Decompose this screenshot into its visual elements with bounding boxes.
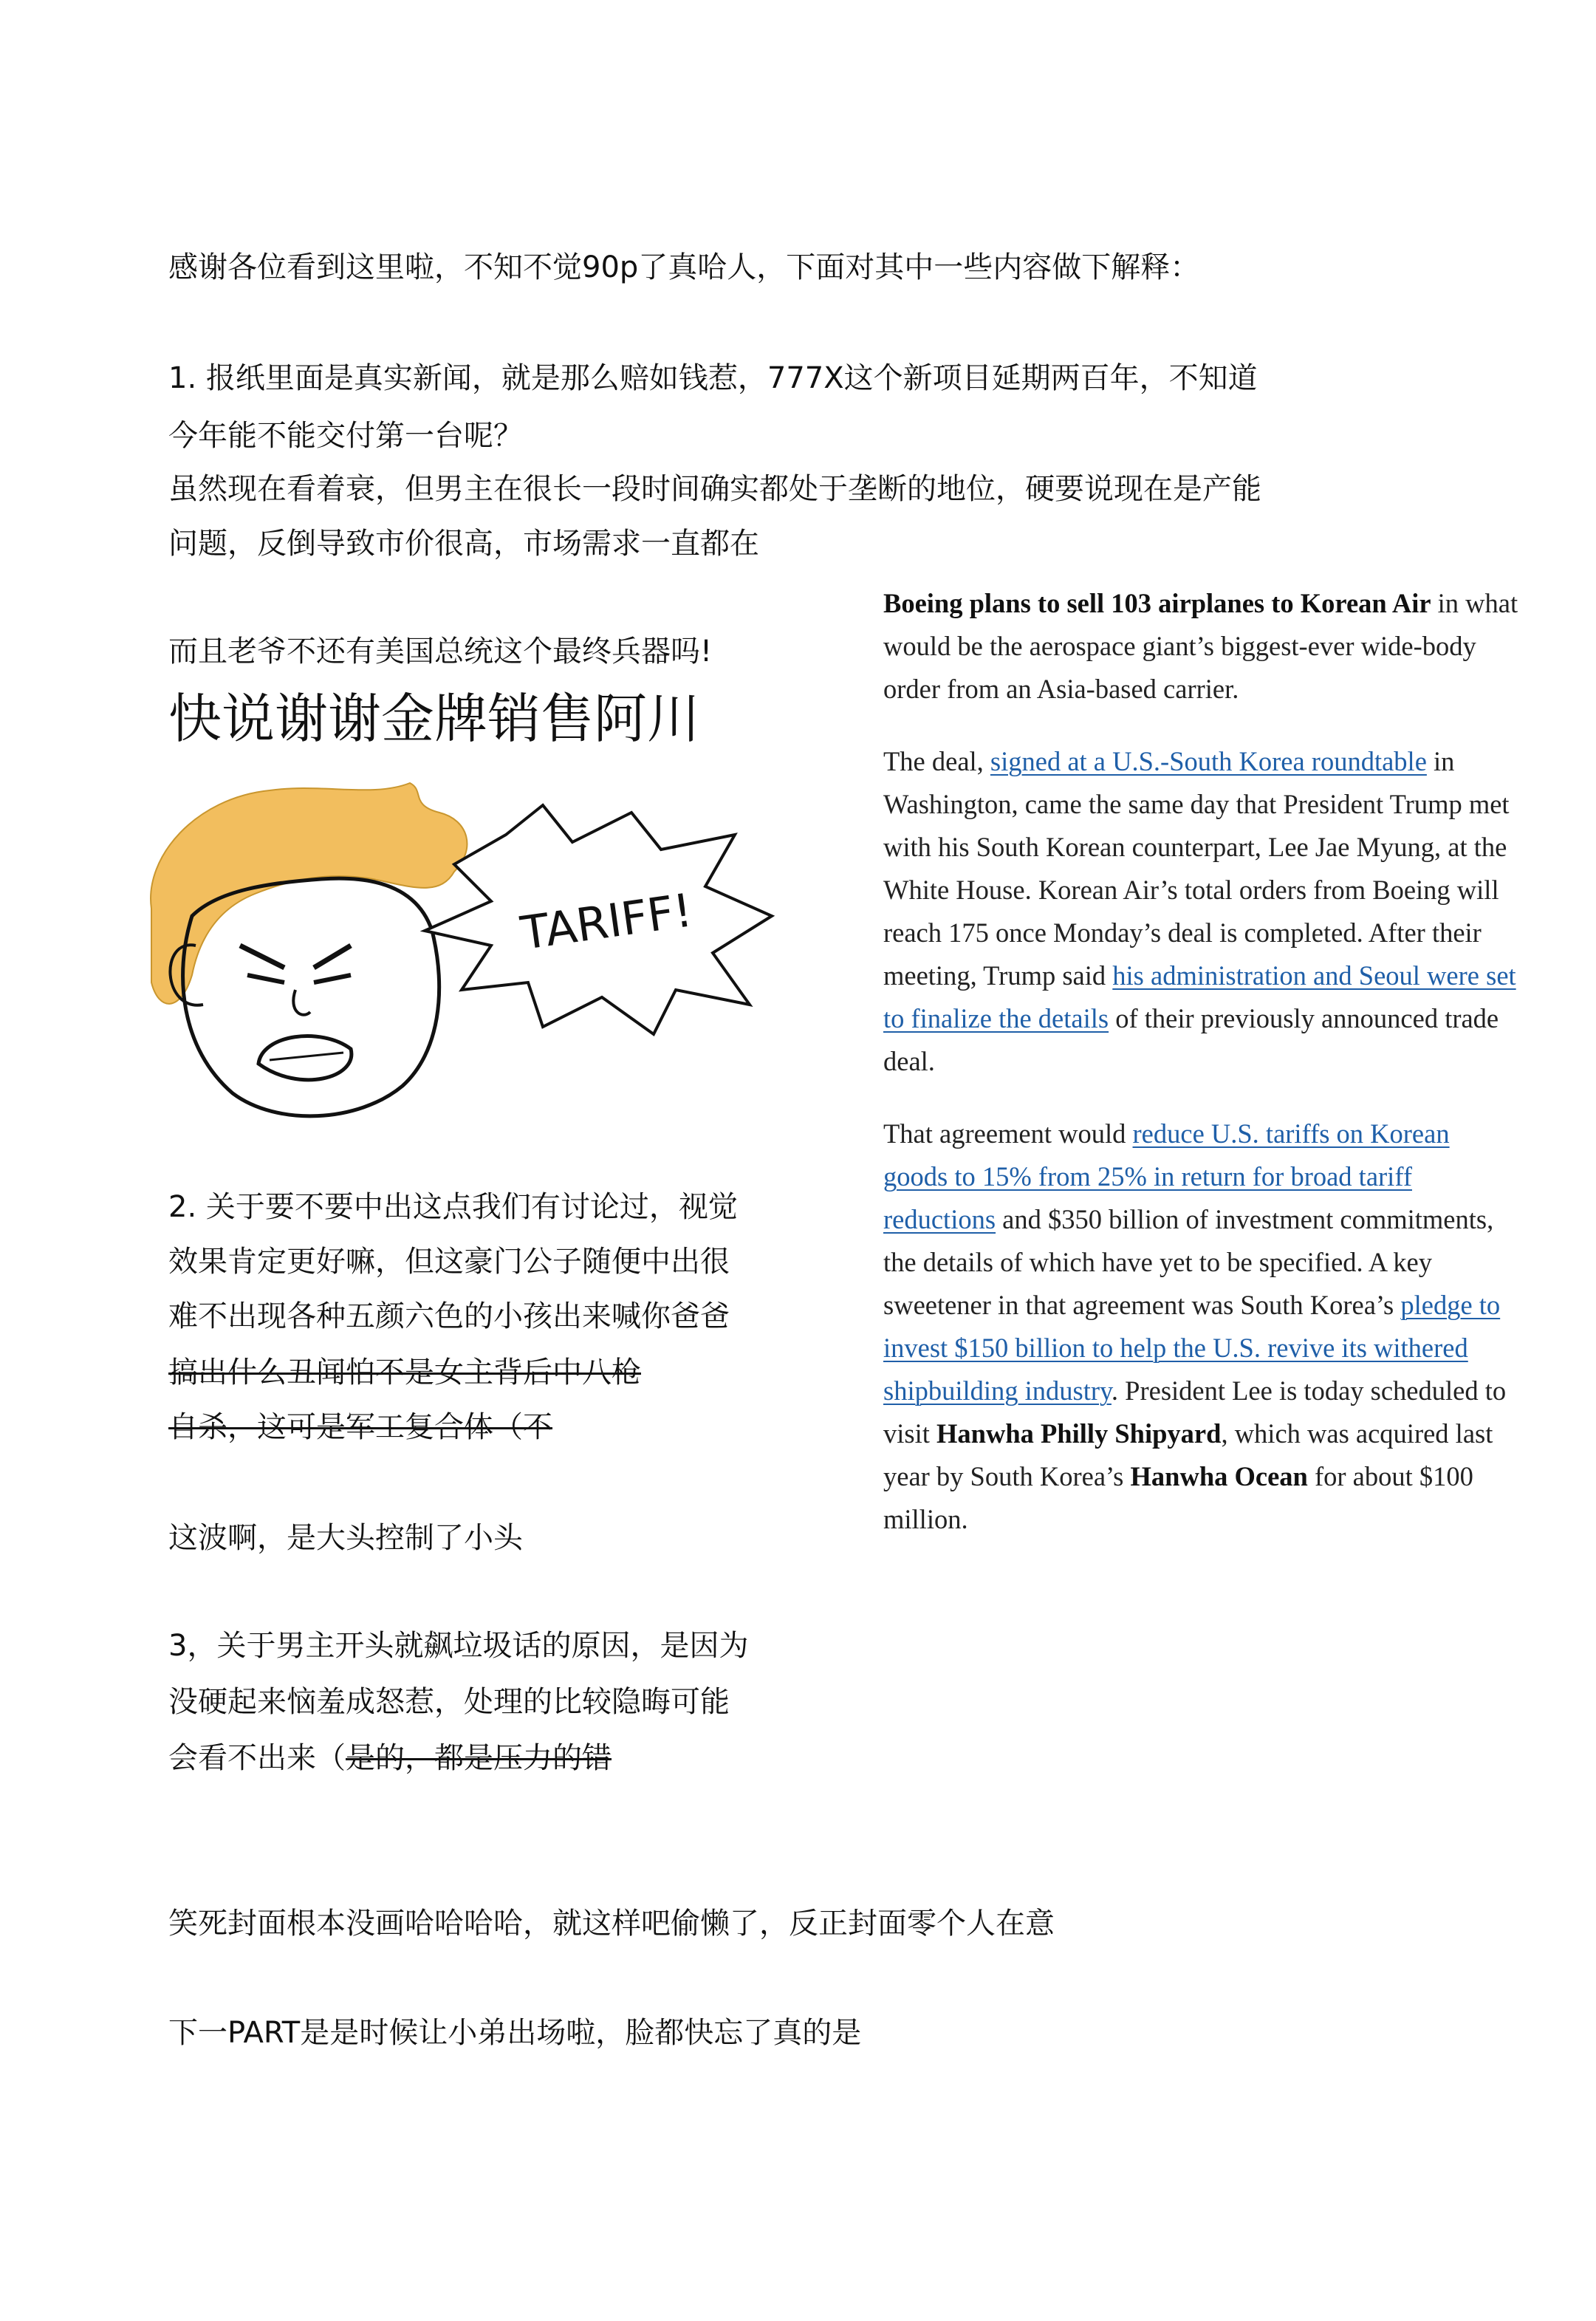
news-p2-b: in Washington, came the same day that President Trump met with his South Korean counterpart, Lee Jae Myung, at the White House. Korean Air’s total orders from Boeing will reach 175 once Monday’s deal is completed. After their meeting, Trump said: [883, 746, 1510, 991]
news-headline-bold: Boeing plans to sell 103 airplanes to Korean Air: [883, 588, 1431, 618]
news-paragraph-2: [883, 740, 1518, 1083]
news-p3-b: and $350 billion of investment commitments, the details of which have yet to be specified. A key sweetener in that agreement was South Korea’s: [883, 1204, 1494, 1320]
news-bold-shipyard: Hanwha Philly Shipyard: [936, 1418, 1222, 1449]
cartoon-brows: [240, 946, 351, 968]
big-headline: 快说谢谢金牌销售阿川: [168, 688, 701, 750]
point1-line2: 今年能不能交付第一台呢？: [168, 419, 523, 453]
news-link-tariffs[interactable]: reduce U.S. tariffs on Korean goods to 15% from 25% in return for broad tariff reductions: [883, 1118, 1450, 1234]
news-p2-c: of their previously announced trade deal.: [883, 1003, 1499, 1076]
cartoon-hair: [151, 783, 467, 1004]
point2-line1: 2. 关于要不要中出这点我们有讨论过，视觉: [168, 1190, 738, 1224]
point3-line3-plain: 会看不出来（: [168, 1741, 346, 1775]
news-p2-a: The deal,: [883, 746, 990, 776]
point2-strike1: 搞出什么丑闻怕不是女主背后中八枪: [168, 1356, 641, 1389]
news-p1-rest: in what would be the aerospace giant’s biggest-ever wide-body order from an Asia-based carrier.: [883, 588, 1518, 704]
cartoon-eyes: [247, 975, 351, 982]
news-link-pledge[interactable]: pledge to invest $150 billion to help the U.S. revive its withered shipbuilding industry: [883, 1290, 1501, 1406]
speech-text: TARIFF!: [517, 883, 696, 960]
news-bold-ocean: Hanwha Ocean: [1130, 1461, 1308, 1491]
news-p3-e: for about $100 million.: [883, 1461, 1473, 1534]
point2-follow: 这波啊，是大头控制了小头: [168, 1521, 523, 1555]
cartoon-mouth: [258, 1036, 352, 1080]
cover-note: 笑死封面根本没画哈哈哈哈，就这样吧偷懒了，反正封面零个人在意: [168, 1907, 1055, 1941]
point3-line3-strike: 是的，都是压力的错: [346, 1741, 612, 1775]
news-p3-d: , which was acquired last year by South Korea’s: [883, 1418, 1493, 1491]
news-link-finalize[interactable]: his administration and Seoul were set to finalize the details: [883, 960, 1516, 1033]
news-paragraph-1: [883, 582, 1518, 711]
news-paragraph-3: [883, 1112, 1518, 1541]
point3-line3: [168, 1729, 612, 1788]
weapon-line: 而且老爷不还有美国总统这个最终兵器吗!: [168, 635, 713, 669]
point3-line2: 没硬起来恼羞成怒惹，处理的比较隐晦可能: [168, 1685, 730, 1719]
news-link-roundtable[interactable]: signed at a U.S.-South Korea roundtable: [990, 746, 1427, 776]
point2-line2: 效果肯定更好嘛，但这豪门公子随便中出很: [168, 1245, 730, 1279]
news-excerpt: [883, 582, 1518, 1570]
point2-line3: 难不出现各种五颜六色的小孩出来喊你爸爸: [168, 1299, 730, 1333]
point2-strike2: 自杀，这可是军工复合体（不: [168, 1410, 552, 1444]
intro-text: 感谢各位看到这里啦，不知不觉90p了真哈人，下面对其中一些内容做下解释：: [168, 250, 1200, 284]
next-part: 下一PART是是时候让小弟出场啦，脸都快忘了真的是: [168, 2016, 862, 2050]
cartoon-nose: [293, 990, 310, 1015]
point1-line3: 虽然现在看着衰，但男主在很长一段时间确实都处于垄断的地位，硬要说现在是产能: [168, 472, 1261, 506]
point1-line1: 1. 报纸里面是真实新闻，就是那么赔如钱惹，777X这个新项目延期两百年，不知道: [168, 361, 1258, 395]
point1-line4: 问题，反倒导致市价很高，市场需求一直都在: [168, 527, 759, 561]
news-p3-c: . President Lee is today scheduled to visit: [883, 1375, 1507, 1449]
cartoon-teeth: [270, 1053, 343, 1060]
point3-line1: 3，关于男主开头就飙垃圾话的原因，是因为: [168, 1629, 749, 1663]
news-p3-a: That agreement would: [883, 1118, 1133, 1149]
trump-cartoon: [129, 768, 794, 1130]
